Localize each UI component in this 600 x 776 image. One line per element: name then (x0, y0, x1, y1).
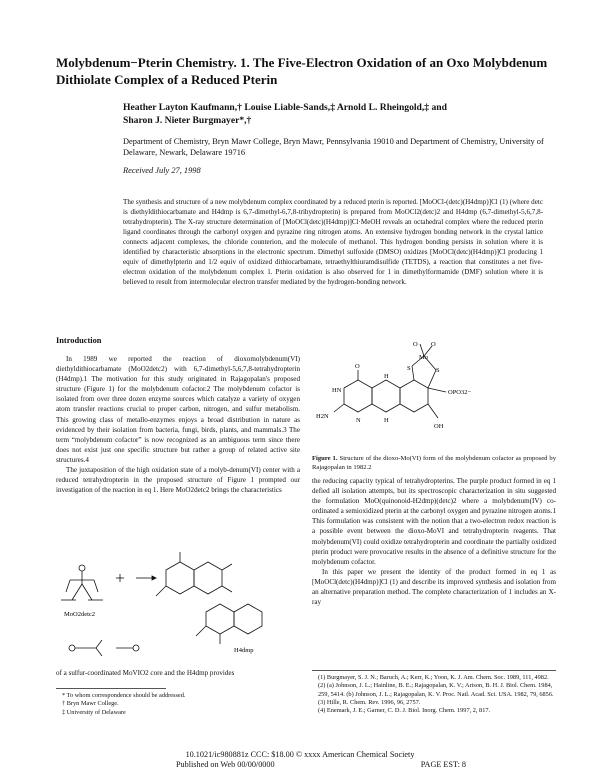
reference-list (318, 674, 554, 715)
left-column-text (56, 354, 300, 495)
figure-label-o-1: O (413, 341, 418, 348)
references-rule (312, 670, 556, 671)
reference-4: (4) Enemark, J. E.; Garner, C. D. J. Biol. Inorg. Chem. 1997, 2, 817. (318, 707, 491, 715)
reference-1: (1) Burgmayer, S. J. N.; Baruch, A.; Kerr, K.; Yoon, K. J. Am. Chem. Soc. 1989, 111, 4982. (318, 674, 549, 681)
right-paragraph-2: In this paper we present the identity of the product formed in eq 1 as [MoOCl(detc)(H4dmp)]Cl (1) and describe its improved synthesis and isolation from an alternative preparation method. The complete characterization of 1 includes an X-ray (312, 567, 556, 607)
figure-label-o-2: O (431, 341, 436, 348)
publication-line (176, 760, 466, 770)
intro-paragraph-1: In 1989 we reported the reaction of dioxomolybdenum(VI) diethyldithiocarbamate (MoO2detc2) with 6,7-dimethyl-5,6,7,8-tetrahydropterin (H4dmp).1 The motivation for this study originated in Rajagopalan's proposed structure (Figure 1) for the molybdenum cofactor.2 The molybdenum cofactor is isolated from over three dozen enzyme sources which catalyze a variety of oxygen atom transfer reactions crucial to proper carbon, nitrogen, and sulfur metabolism. This growing class of metallo-enzymes enjoys a broad distribution in nature as evidenced by their isolation from bacteria, fungi, birds, plants, and mammals.3 The term “molybdenum cofactor” is now recognized as an ambiguous term since there does not exist just one specific structure but rather a group of related active site structures.4 (56, 355, 300, 464)
page-estimate: PAGE EST: 8 (420, 760, 466, 769)
received-date: Received July 27, 1998 (123, 166, 201, 175)
abstract: The synthesis and structure of a new molybdenum complex coordinated by a reduced pterin is reported. [MoOCl-(detc)(H4dmp)]Cl (1) (where detc is diethyldithiocarbamate and H4dmp is 6,7-dimethyl-6,7,8-trihydropterin) is prepared from MoOCl2(detc)2 and H4dmp (6,7-dimethyl-5,6,7,8-tetrahydropterin). The X-ray structure determination of [MoOCl(detc)(H4dmp)]Cl·MeOH reveals an octahedral complex where the reduced pterin ligand coordinates through the carbonyl oxygen and pyrazine ring nitrogen atoms. An extensive hydrogen bonding network in the crystal lattice connects adjacent complexes, the chloride counterion, and the molecule of methanol. This hydrogen bonding persists in solution where it is identified by characteristic absorptions in the electronic spectrum. Dimethyl sulfoxide (DMSO) oxidizes [MoOCl(detc)(H4dmp)]Cl producing 1 equiv of dimethylpterin and 1/2 equiv of oxidized dithiocarbamate, tetraethylthiuramdisulfide (TETDS), a reaction that constitutes a net five-electron oxidation of the molybdenum complex 1. Pterin oxidation is also observed for 1 in dimethylformamide (DMF) solution where it is believed to result from intermolecular electron transfer mediated by the hydrogen-bonding network. (123, 198, 543, 286)
figure-label-n-1: N (356, 417, 361, 424)
figure-label-mo: Mo (419, 354, 429, 361)
footnote-rule-left (56, 688, 166, 689)
figure-label-h2n: H2N (316, 413, 329, 420)
equation-1-scheme (56, 540, 300, 660)
figure-label-o-carbonyl: O (355, 363, 360, 370)
affiliation: Department of Chemistry, Bryn Mawr College, Bryn Mawr, Pennsylvania 19010 and Department of Chemistry, University of Delaware, Newark, Delaware 19716 (123, 137, 544, 157)
scheme-label-h4dmp: H4dmp (234, 647, 254, 654)
right-column-text (312, 476, 556, 607)
figure-label-h-1: H (384, 373, 389, 380)
left-column-continuation: of a sulfur-coordinated MoVIO2 core and the H4dmp provides (56, 669, 235, 677)
figure-1-caption-label: Figure 1. (312, 455, 338, 462)
correspondence-footnotes (62, 692, 302, 717)
figure-1-caption (312, 454, 556, 472)
intro-paragraph-2: The juxtaposition of the high oxidation state of a molyb-denum(VI) center with a reduced tetrahydropterin in the proposed structure of Figure 1 prompted our investigation of the reaction in eq 1. Here MoO2detc2 brings the characteristics (56, 466, 300, 495)
figure-1-structure (312, 340, 556, 450)
scheme-label-modetc: MoO2detc2 (64, 611, 96, 618)
paper-title: Molybdenum−Pterin Chemistry. 1. The Five-Electron Oxidation of an Oxo Molybdenum Dithiolate Complex of a Reduced Pterin (56, 55, 548, 87)
authors-line-1: Heather Layton Kaufmann,† Louise Liable-Sands,‡ Arnold L. Rheingold,‡ and (123, 102, 447, 113)
figure-1-caption-text: Structure of the dioxo-Mo(VI) form of the molybdenum cofactor as proposed by Rajagopalan in 1982.2 (312, 455, 557, 471)
figure-label-phosphate: OPO32− (448, 389, 472, 396)
figure-label-oh: OH (434, 423, 444, 430)
figure-label-h-2: H (384, 417, 389, 424)
author-list (123, 101, 553, 127)
footnote-bryn-mawr: † Bryn Mawr College. (62, 700, 119, 708)
figure-label-hn: HN (332, 387, 342, 394)
published-on-web: Published on Web 00/00/0000 (176, 760, 275, 769)
doi-line: 10.1021/ic980881z CCC: $18.00 © xxxx American Chemical Society (185, 750, 415, 759)
figure-label-s-2: S (436, 367, 440, 374)
footnote-correspondence: * To whom correspondence should be addressed. (62, 692, 186, 699)
authors-line-2: Sharon J. Nieter Burgmayer*,† (123, 115, 252, 126)
reference-2: (2) (a) Johnson, J. L.; Hainline, B. E.; Rajagopalan, K. V.; Arison, B. H. J. Biol. Chem. 1984, 259, 5414. (b) Johnson, J. L.; Rajagopalan, K. V. Proc. Natl. Acad. Sci. USA. 1982, 79, 6856. (318, 682, 554, 698)
footnote-delaware: ‡ University of Delaware (62, 708, 126, 716)
reference-3: (3) Hille, R. Chem. Rev. 1996, 96, 2757. (318, 698, 421, 706)
figure-label-s-1: S (407, 365, 411, 372)
section-heading-introduction: Introduction (56, 336, 102, 345)
right-paragraph-1: the reducing capacity typical of tetrahydropterins. The purple product formed in eq 1 defied all isolation attempts, but its spectroscopic characterization in situ suggested the formulation MoO(quinonoid-H2dmp)(detc)2 where a molybdenum(IV) co-ordinated a semioxidized pterin at the carbonyl oxygen and pyrazine nitrogen atoms.1 This formulation was consistent with the notion that a two-electron redox reaction is a possible event between the dioxo-MoVI and tetrahydropterin reagents. That molybdenum(VI) could oxidize tetrahydropterin and coordinate the partially oxidized pterin product were provocative results in the absence of a definitive structure for the molybdenum cofactor. (312, 477, 556, 566)
